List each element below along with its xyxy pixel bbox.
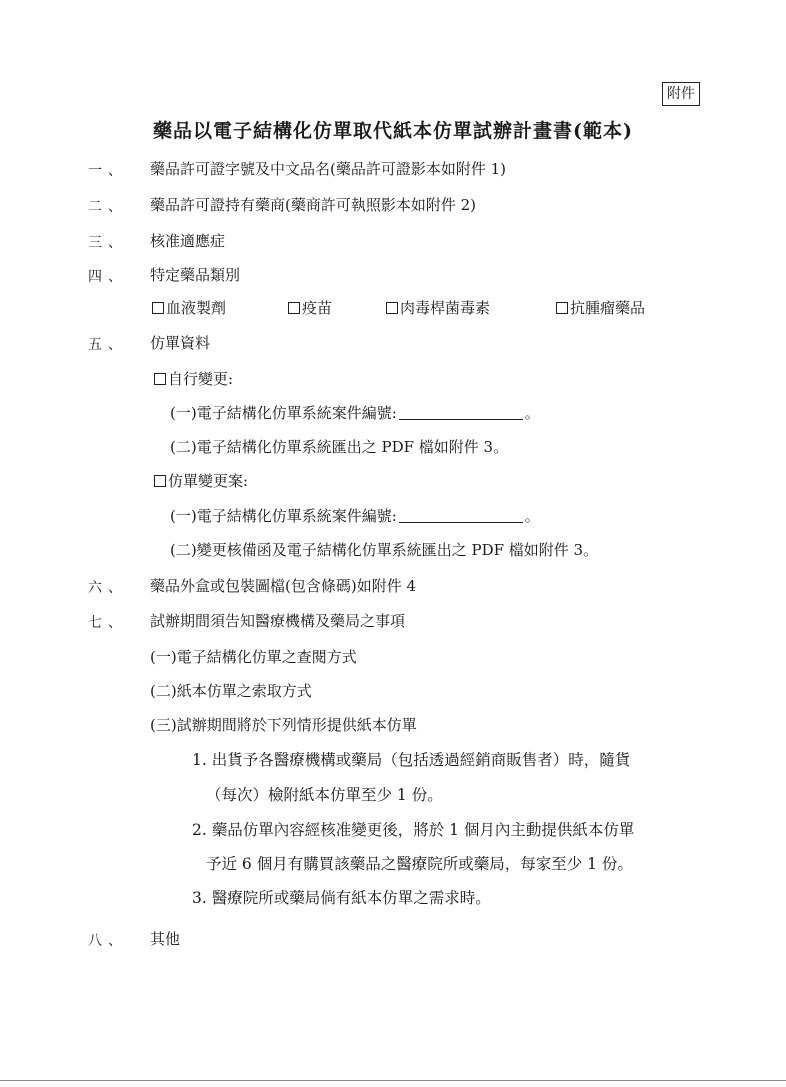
notice-item: (一)電子結構化仿單之查閱方式 — [150, 648, 357, 666]
section-number: 四、 — [88, 269, 128, 285]
case-number-line: (一)電子結構化仿單系統案件編號: 。 — [170, 507, 540, 525]
checkbox-item[interactable]: 疫苗 — [288, 297, 332, 318]
notice-subitem-cont: （每次）檢附紙本仿單至少 1 份。 — [206, 786, 443, 804]
section-number: 六、 — [88, 580, 128, 596]
pdf-attachment-line: (二)變更核備函及電子結構化仿單系統匯出之 PDF 檔如附件 3。 — [170, 541, 599, 559]
notice-subitem: 1. 出貨予各醫療機構或藥局（包括透過經銷商販售者）時，隨貨 — [192, 751, 631, 769]
section-text: 特定藥品類別 — [150, 266, 241, 284]
section-number: 七、 — [88, 615, 128, 631]
case-number-field[interactable] — [399, 405, 523, 420]
checkbox-box[interactable] — [288, 302, 300, 314]
self-change-checkbox[interactable]: 自行變更: — [154, 368, 233, 389]
notice-subitem: 3. 醫療院所或藥局倘有紙本仿單之需求時。 — [192, 889, 491, 907]
section-text: 藥品許可證持有藥商(藥商許可執照影本如附件 2) — [150, 196, 477, 214]
checkbox-box[interactable] — [152, 302, 164, 314]
checkbox-box[interactable] — [556, 302, 568, 314]
checkbox-box[interactable] — [386, 302, 398, 314]
pdf-attachment-line: (二)電子結構化仿單系統匯出之 PDF 檔如附件 3。 — [170, 438, 509, 456]
notice-subitem: 2. 藥品仿單內容經核准變更後，將於 1 個月內主動提供紙本仿單 — [192, 821, 635, 839]
checkbox-item[interactable]: 血液製劑 — [152, 297, 226, 318]
section-text: 藥品許可證字號及中文品名(藥品許可證影本如附件 1) — [150, 160, 507, 178]
checkbox-item[interactable]: 抗腫瘤藥品 — [556, 297, 645, 318]
section-number: 八、 — [88, 933, 128, 949]
section-number: 二、 — [88, 199, 128, 215]
checkbox-box[interactable] — [154, 373, 166, 385]
section-number: 一、 — [88, 163, 128, 179]
checkbox-box[interactable] — [154, 475, 166, 487]
case-number-line: (一)電子結構化仿單系統案件編號: 。 — [170, 404, 540, 422]
section-text: 藥品外盒或包裝圖檔(包含條碼)如附件 4 — [150, 577, 417, 595]
page-title: 藥品以電子結構化仿單取代紙本仿單試辦計畫書(範本) — [153, 120, 633, 142]
change-case-checkbox[interactable]: 仿單變更案: — [154, 470, 248, 491]
section-text: 核准適應症 — [150, 232, 226, 250]
section-text: 其他 — [150, 930, 181, 948]
notice-item: (二)紙本仿單之索取方式 — [150, 682, 312, 700]
checkbox-item[interactable]: 肉毒桿菌毒素 — [386, 297, 490, 318]
notice-subitem-cont: 予近 6 個月有購買該藥品之醫療院所或藥局，每家至少 1 份。 — [206, 855, 633, 873]
section-text: 仿單資料 — [150, 334, 211, 352]
section-text: 試辦期間須告知醫療機構及藥局之事項 — [150, 612, 406, 630]
page-bottom-edge — [0, 1080, 786, 1081]
case-number-field[interactable] — [399, 508, 523, 523]
section-number: 三、 — [88, 235, 128, 251]
notice-item: (三)試辦期間將於下列情形提供紙本仿單 — [150, 716, 417, 734]
section-number: 五、 — [88, 337, 128, 353]
attachment-tag: 附件 — [662, 82, 700, 106]
